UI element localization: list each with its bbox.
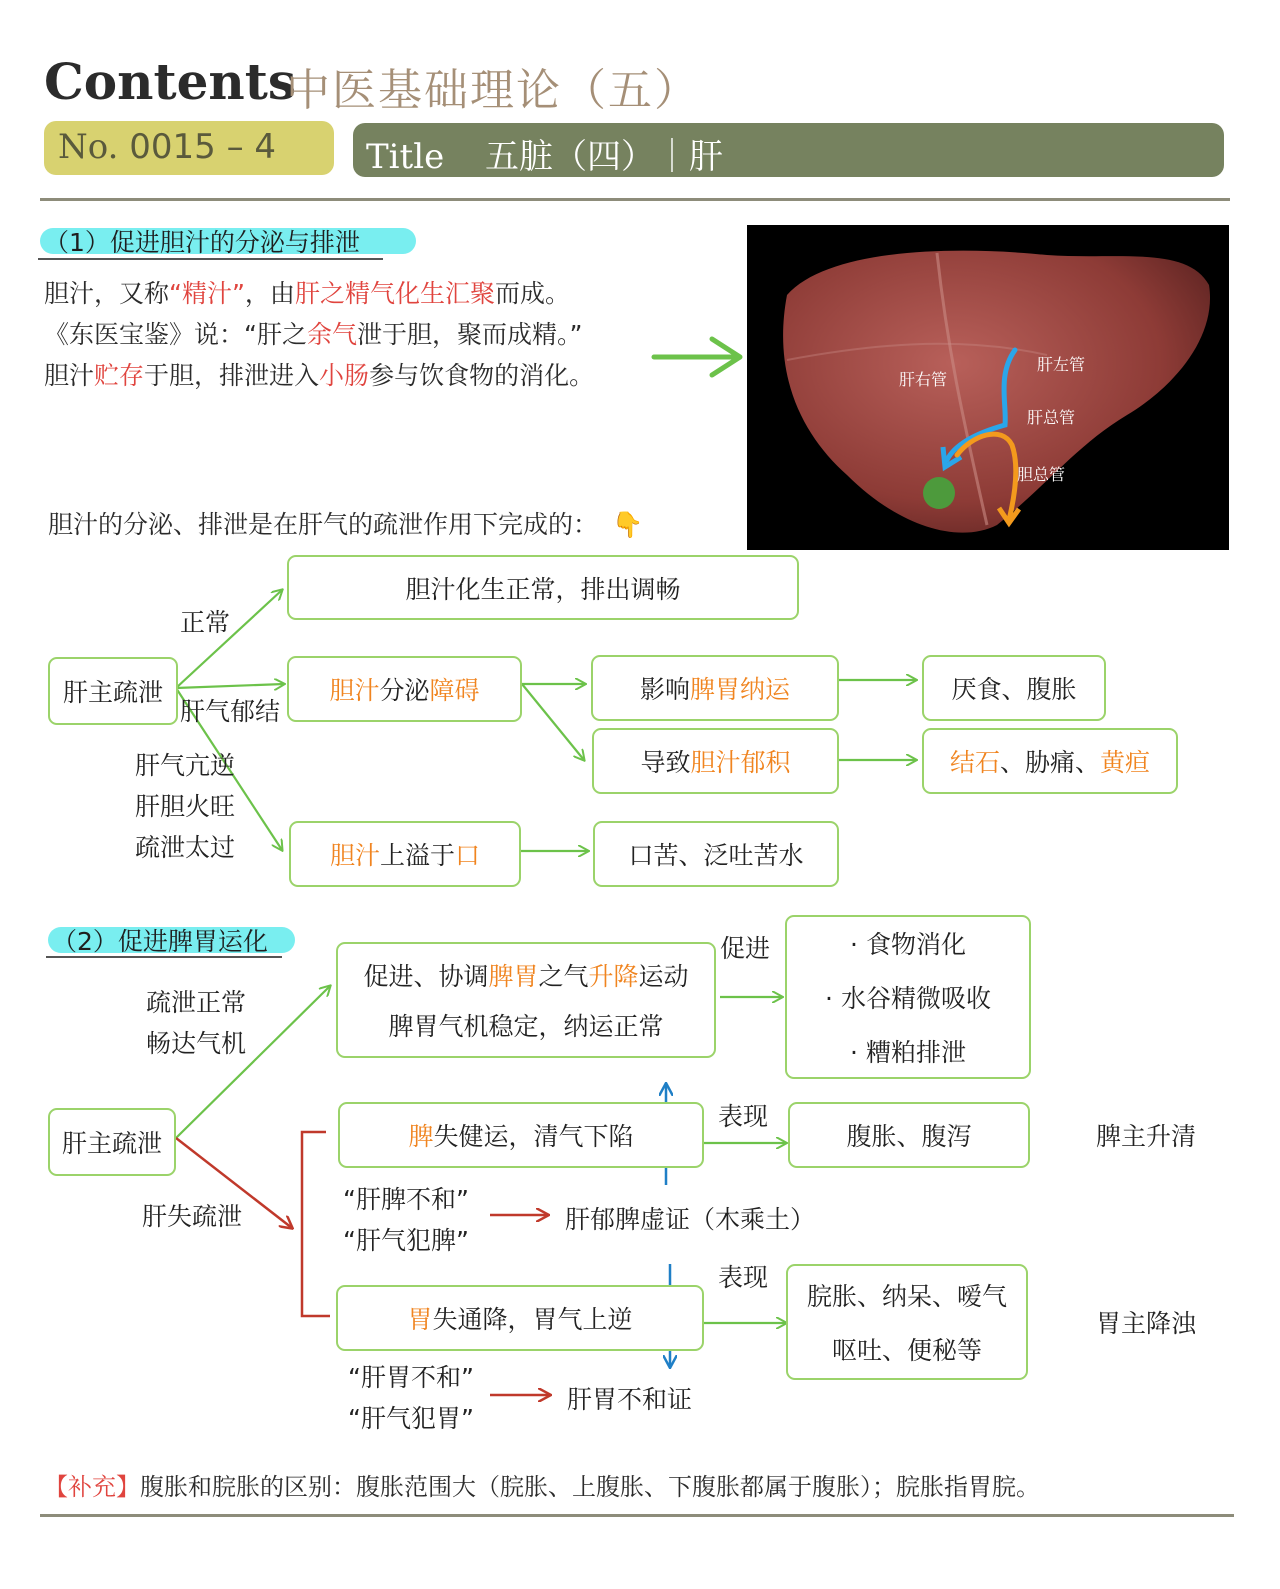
contents-heading: Contents [44, 52, 297, 111]
normal-box: 胆汁化生正常，排出调畅 [287, 555, 799, 620]
digest-box [785, 915, 1031, 1079]
supplement-text: 腹胀和脘胀的区别：腹胀范围大（脘胀、上腹胀、下腹胀都属于腹胀）；脘胀指胃脘。 [140, 1473, 1040, 1501]
excess-label-2: 肝胆火旺 [135, 792, 236, 821]
stone-box: 结石 、胁痛、 黄疸 [922, 728, 1178, 794]
bile-line-2: 《东医宝鉴》说：“肝之余气泄于胆，聚而成精。” [44, 320, 583, 349]
smooth-label-2: 畅达气机 [146, 1029, 247, 1058]
digest-item-2: · 水谷精微吸收 [825, 984, 991, 1013]
right-duct-label: 肝右管 [899, 370, 948, 389]
stomach-name-2: “肝气犯胃” [348, 1404, 474, 1433]
section1-heading: （1）促进胆汁的分泌与排泄 [44, 228, 360, 257]
bile-lead: 胆汁的分泌、排泄是在肝气的疏泄作用下完成的： 👇 [48, 510, 644, 539]
supplement-tag: 【补充】 [44, 1473, 140, 1501]
spleen-syndrome: 肝郁脾虚证（木乘土） [565, 1205, 816, 1234]
title-value: 五脏（四）｜肝 [485, 137, 724, 177]
anorexia-box: 厌食、腹胀 [922, 655, 1106, 721]
section2-heading: （2）促进脾胃运化 [52, 927, 268, 956]
footer-divider [40, 1514, 1234, 1517]
number-value: 0015 – 4 [129, 127, 277, 167]
title-label: Title [366, 137, 445, 177]
supplement-note [44, 1467, 1040, 1502]
pointing-down-icon: 👇 [612, 510, 644, 539]
stomach-result-box [786, 1264, 1028, 1380]
common-hepatic-label: 肝总管 [1027, 408, 1076, 427]
digest-item-3: · 糟粕排泄 [850, 1038, 966, 1067]
spleen-name-2: “肝气犯脾” [343, 1226, 469, 1255]
promote-box [336, 942, 716, 1058]
stomach-syndrome: 肝胃不和证 [567, 1385, 693, 1414]
spleen-note: 脾主升清 [1096, 1122, 1197, 1151]
stomach-result-2: 呕吐、便秘等 [831, 1336, 982, 1365]
show-label-1: 表现 [718, 1102, 769, 1131]
promote-label: 促进 [720, 934, 771, 963]
affect-box: 影响 脾胃纳运 [591, 655, 839, 721]
spleen-result-box: 腹胀、腹泻 [788, 1102, 1030, 1168]
stomach-result-1: 脘胀、纳呆、嗳气 [806, 1282, 1007, 1311]
bile-line-1: 胆汁，又称“精汁”，由肝之精气化生汇聚而成。 [44, 279, 570, 308]
page-title: 中医基础理论（五） [286, 65, 700, 116]
excess-label-3: 疏泄太过 [135, 833, 236, 862]
overflow-box: 胆汁 上溢于 口 [289, 821, 521, 887]
digest-item-1: · 食物消化 [850, 930, 966, 959]
normal-label: 正常 [180, 608, 231, 637]
left-duct-label: 肝左管 [1037, 355, 1086, 374]
cause-box: 导致 胆汁郁积 [592, 728, 839, 794]
spleen-box: 脾 失健运，清气下陷 [338, 1102, 704, 1168]
show-label-2: 表现 [718, 1263, 769, 1292]
liver-root-box-1: 肝主疏泄 [48, 657, 178, 725]
stagnation-label: 肝气郁结 [180, 697, 281, 726]
excess-label-1: 肝气亢逆 [135, 751, 236, 780]
section2-underline [46, 956, 282, 958]
spleen-name-1: “肝脾不和” [343, 1185, 469, 1214]
fail-label: 肝失疏泄 [142, 1202, 243, 1231]
promote-line-2: 脾胃气机稳定，纳运正常 [388, 1012, 664, 1041]
bitter-box: 口苦、泛吐苦水 [593, 821, 839, 887]
stomach-name-1: “肝胃不和” [348, 1363, 474, 1392]
stomach-note: 胃主降浊 [1096, 1309, 1197, 1338]
common-bile-label: 胆总管 [1017, 465, 1066, 484]
obstruct-box: 胆汁 分泌 障碍 [287, 656, 522, 722]
stomach-box: 胃 失通降，胃气上逆 [336, 1285, 704, 1351]
bile-line-3: 胆汁贮存于胆，排泄进入小肠参与饮食物的消化。 [44, 361, 595, 390]
promote-line-1: 促进、协调脾胃之气升降运动 [363, 962, 689, 991]
liver-root-box-2: 肝主疏泄 [48, 1108, 176, 1176]
number-label: No. [58, 127, 119, 167]
smooth-label-1: 疏泄正常 [146, 988, 247, 1017]
